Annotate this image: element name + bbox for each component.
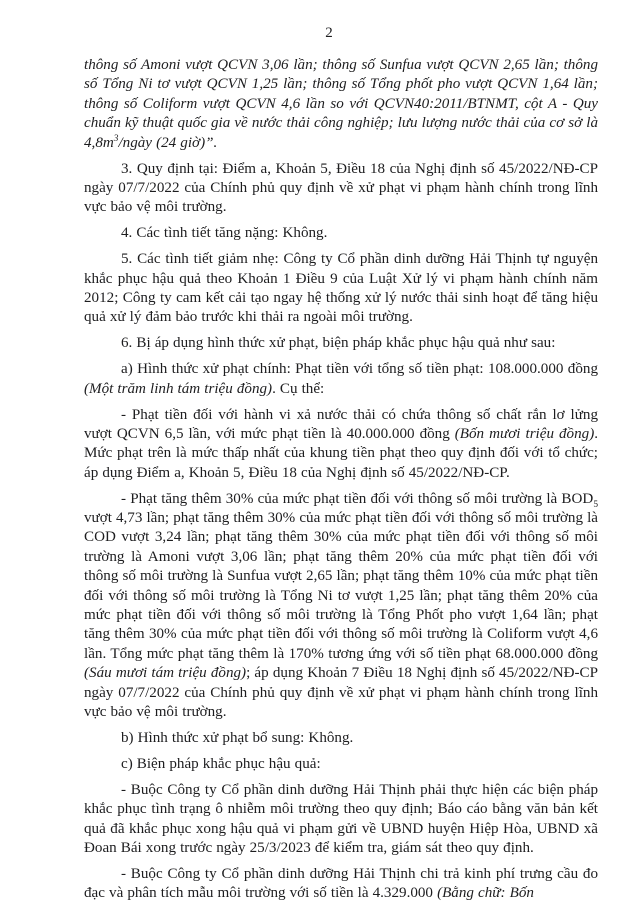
fine-detail-suspended-solids	[84, 406, 598, 484]
item-4-aggravating	[84, 224, 598, 243]
text-run: 3	[113, 133, 119, 144]
text-run: a) Hình thức xử phạt chính: Phạt tiền với tổng số tiền phạt: 108.000.000 đồng	[121, 361, 598, 378]
text-run: 6. Bị áp dụng hình thức xử phạt, biện pháp khắc phục hậu quả như sau:	[121, 335, 556, 352]
text-run: - Buộc Công ty Cổ phần dinh dưỡng Hải Thịnh chi trả kinh phí trưng cầu đo đạc và phân tích mẫu môi trường với số tiền là 4.329.000	[84, 865, 598, 902]
text-run: (Sáu mươi tám triệu đồng)	[84, 665, 247, 682]
document-body	[84, 56, 598, 910]
text-run: /ngày (24 giờ)”.	[118, 134, 218, 151]
text-run: - Phạt tiền đối với hành vi xả nước thải có chứa thông số chất rắn lơ lửng vượt QCVN 6,5 lần, với mức phạt tiền là 40.000.000 đồng	[84, 406, 598, 442]
page-number: 2	[325, 25, 333, 41]
item-6b-supplementary	[84, 729, 598, 748]
text-run: - Buộc Công ty Cổ phần dinh dưỡng Hải Thịnh phải thực hiện các biện pháp khắc phục tình trạng ô nhiễm môi trường theo quy định; Báo cáo bằng văn bản kết quả đã khắc phục xong hậu quả vi phạm gửi về UBND huyện Hiệp Hòa, UBND xã Đoan Bái xong trước ngày 25/3/2023 để kiểm tra, giám sát theo quy định.	[84, 781, 598, 857]
item-3-legal-basis	[84, 160, 598, 218]
fine-detail-additional-percentages	[84, 490, 598, 723]
text-run: b) Hình thức xử phạt bổ sung: Không.	[121, 730, 354, 746]
text-run: 3. Quy định tại: Điểm a, Khoản 5, Điều 18 của Nghị định số 45/2022/NĐ-CP ngày 07/7/2022 của Chính phủ quy định về xử phạt vi phạm hành chính trong lĩnh vực bảo vệ môi trường.	[84, 160, 598, 216]
text-run: 4. Các tình tiết tăng nặng: Không.	[121, 225, 328, 242]
remedial-measure-analysis-cost	[84, 865, 598, 904]
text-run: . Cụ thể:	[272, 380, 325, 397]
text-run: ; áp dụng Khoản 7 Điều 18 Nghị định số 45/2022/NĐ-CP ngày 07/7/2022 của Chính phủ quy định về xử phạt vi phạm hành chính trong lĩnh vực bảo vệ môi trường.	[84, 665, 598, 721]
remedial-measure-report	[84, 781, 598, 859]
text-run: vượt 4,73 lần; phạt tăng thêm 30% của mức phạt tiền đối với thông số môi trường là COD vượt 3,24 lần; phạt tăng thêm 30% của mức phạt tiền đối với thông số môi trường là Amoni vượt 3,06 lần; phạt tăng thêm 20% của mức phạt tiền đối với thông số môi trường là Sunfua vượt 2,65 lần; phạt tăng thêm 10% của mức phạt tiền đối với thông số môi trường là Tổng Ni tơ vượt 1,25 lần; phạt tăng thêm 20% của mức phạt tiền đối với thông số môi trường là Tổng Phốt pho vượt 1,64 lần; phạt tăng thêm 30% của mức phạt tiền đối với thông số môi trường là Coliform vượt 4,6 lần. Tổng mức phạt tăng thêm là 170% tương ứng với số tiền phạt 68.000.000 đồng	[84, 510, 598, 662]
item-6-sanctions-header	[84, 334, 598, 353]
text-run: 5. Các tình tiết giảm nhẹ: Công ty Cổ phần dinh dưỡng Hải Thịnh tự nguyện khắc phục hậu quả theo Khoản 1 Điều 9 của Luật Xử lý vi phạm hành chính năm 2012; Công ty cam kết cải tạo ngay hệ thống xử lý nước thải sinh hoạt để tăng hiệu quả xử lý đảm bảo trước khi thải ra ngoài môi trường.	[84, 251, 598, 326]
text-run: (Bốn mươi triệu đồng)	[454, 425, 595, 442]
text-run: - Phạt tăng thêm 30% của mức phạt tiền đối với thông số môi trường là BOD	[121, 490, 594, 507]
item-5-mitigating	[84, 250, 598, 328]
quoted-violation-summary	[84, 56, 598, 153]
text-run: 5	[593, 499, 598, 510]
text-run: thông số Amoni vượt QCVN 3,06 lần; thông số Sunfua vượt QCVN 2,65 lần; thông số Tổng Ni tơ vượt QCVN 1,25 lần; thông số Tổng phốt pho vượt QCVN 1,64 lần; thông số Coliform vượt QCVN 4,6 lần so với QCVN40:2011/BTNMT, cột A - Quy chuẩn kỹ thuật quốc gia về nước thải công nghiệp; lưu lượng nước thải của cơ sở là 4,8m	[84, 57, 598, 151]
item-6a-main-fine	[84, 360, 598, 399]
text-run: (Bằng chữ: Bốn	[437, 885, 534, 902]
text-run: c) Biện pháp khắc phục hậu quả:	[121, 755, 321, 772]
text-run: (Một trăm linh tám triệu đồng)	[84, 380, 273, 397]
item-6c-remedial-header	[84, 755, 598, 774]
text-run: . Mức phạt trên là mức thấp nhất của khung tiền phạt theo quy định đối với tổ chức; áp dụng Điểm a, Khoản 5, Điều 18 của Nghị định số 45/2022/NĐ-CP.	[84, 425, 599, 481]
